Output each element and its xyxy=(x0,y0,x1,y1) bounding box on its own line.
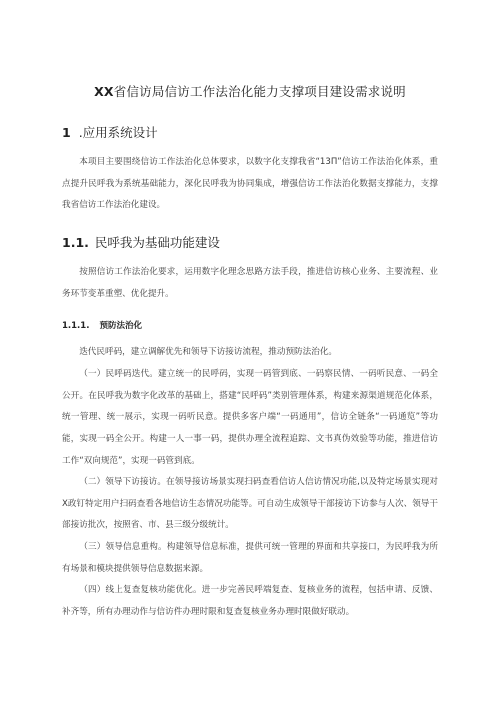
section-1-1-1-title: 预防法治化 xyxy=(99,321,142,331)
paragraph-leader-visits: （二）领导下访接访。在领导接访场景实现扫码查看信访人信访情况功能,以及特定场景实现对X政钉特定用户扫码查看各地信访生态情况功能等。可自动生成领导干部接访下访参与人次、领导干部接访批次，按照省、市、县三级分级统计。 xyxy=(62,477,438,531)
section-1-1-intro: 按照信访工作法治化要求，运用数字化理念思路方法手段，推进信访核心业务、主要流程、业务环节变革重塑、优化提升。 xyxy=(62,267,438,299)
section-1-heading xyxy=(62,123,158,141)
section-1-1-number: 1.1. xyxy=(62,235,89,250)
paragraph-leader-info: （三）领导信息重构。构建领导信息标准，提供可统一管理的界面和共享接口，为民呼我为所有场景和模块提供领导信息数据来源。 xyxy=(62,542,438,574)
document-title xyxy=(0,82,500,100)
section-1-1-1-heading xyxy=(62,319,142,331)
section-1-title: .应用系统设计 xyxy=(78,125,158,140)
title-text: 省信访局信访工作法治化能力支撑项目建设需求说明 xyxy=(113,84,406,99)
paragraph-minhu-code: （一）民呼码迭代。建立统一的民呼码，实现一码管到底、一码察民情、一码听民意、一码全公开。在民呼我为数字化改革的基础上，搭建“民呼码”类别管理体系，构建来源渠道规范化体系，统一管理、统一展示，实现一码听民意。提供多客户端“一码通用”，信访全链条“一码通览”等功能，实现一码全公开。构建一人一事一码，提供办理全流程追踪、文书真伪效验等功能，推进信访工作“双向规范”，实现一码管到底。 xyxy=(62,369,438,466)
title-prefix: XX xyxy=(94,84,114,99)
section-1-number: 1 xyxy=(62,125,71,140)
paragraph-intro: 迭代民呼码，建立调解优先和领导下访接访流程，推动预防法治化。 xyxy=(79,347,338,357)
section-1-1-title: 民呼我为基础功能建设 xyxy=(94,235,220,250)
section-1-1-1-number: 1.1.1. xyxy=(62,321,90,331)
paragraph-review-optimization: （四）线上复查复核功能优化。进一步完善民呼端复查、复核业务的流程，包括申请、反馈、补齐等，所有办理动作与信访件办理时限和复查复核业务办理时限做好联动。 xyxy=(62,585,438,617)
section-1-1-heading xyxy=(62,233,220,251)
section-1-intro: 本项目主要围绕信访工作法治化总体要求，以数字化支撑我省“13Π”信访工作法治化体系，重点提升民呼我为系统基础能力，深化民呼我为协同集成，增强信访工作法治化数据支撑能力，支撑我省信访工作法治化建设。 xyxy=(62,157,438,211)
